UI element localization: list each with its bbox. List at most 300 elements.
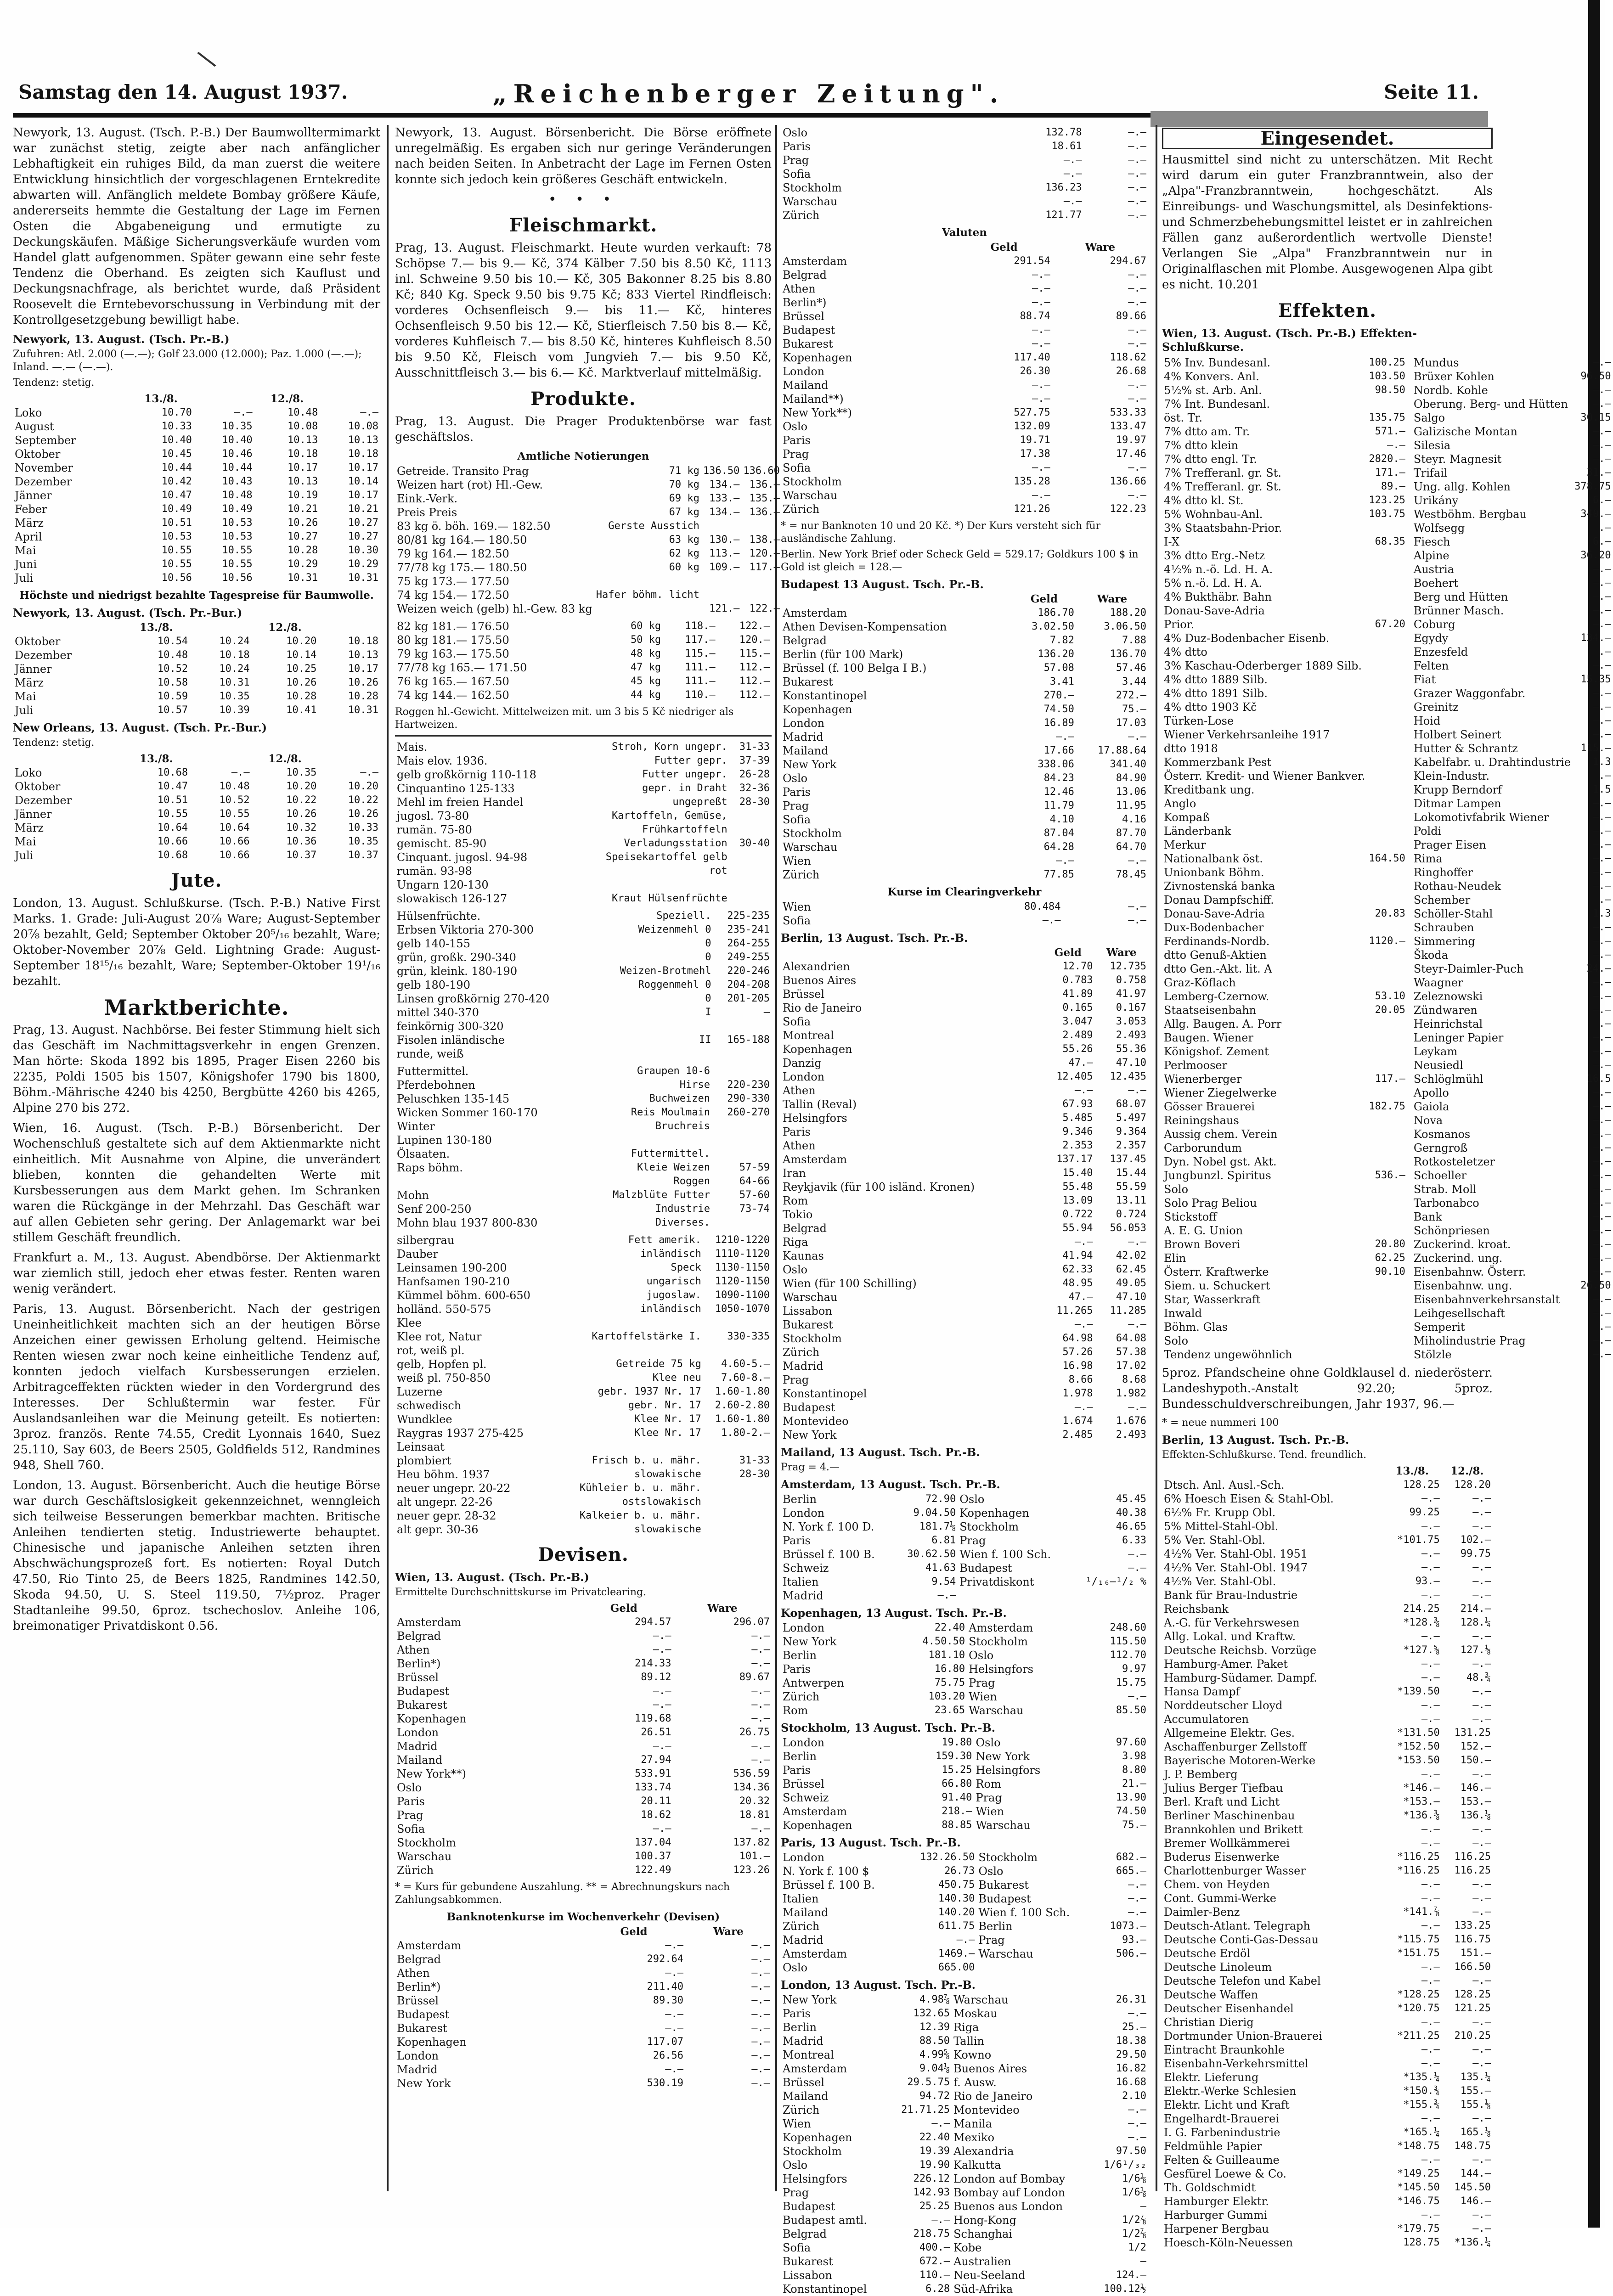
cell-value: —.— [1472, 2058, 1491, 2069]
row-label: Juli [15, 572, 34, 585]
cell-value: 115.50 [1110, 1636, 1146, 1647]
cell-value [1367, 659, 1407, 673]
table-row [781, 2241, 1148, 2255]
row-label: Brüssel f. 100 B. [783, 1879, 875, 1891]
cell-value [1367, 1114, 1407, 1127]
row-label: Eisenbahnw. ung. [1413, 1279, 1512, 1292]
cell-value: 2.357 [1116, 1140, 1146, 1151]
table-row [781, 1153, 1148, 1166]
cell-value: 13.09 [1062, 1195, 1093, 1206]
cell-value: 132.09 [1014, 421, 1050, 432]
cell-value: 115.— [1580, 743, 1611, 754]
column-2 [395, 125, 780, 2191]
row-label: Madrid [783, 1589, 823, 1602]
cell-value [556, 1440, 703, 1454]
table-row [781, 1818, 1148, 1832]
cell-value: —.— [1032, 338, 1050, 349]
table-row [1412, 852, 1613, 866]
cell-value: 70 kg [669, 479, 699, 490]
table-row [395, 1092, 772, 1106]
cell-value: Bruchreis [655, 1120, 710, 1132]
row-label: Ölsaaten. [397, 1148, 450, 1160]
table-row [781, 771, 1148, 785]
row-label: Tarbonabco [1413, 1197, 1479, 1210]
row-label: Felten & Guilleaume [1164, 2154, 1280, 2167]
row-label: Bremer Wollkämmerei [1164, 1837, 1290, 1850]
cell-value: —.— [1592, 1004, 1611, 1016]
cell-value: 292.64 [647, 1953, 683, 1965]
cell-value: —.— [1421, 1879, 1440, 1890]
cell-value: Diverses. [655, 1217, 710, 1228]
table-row [395, 1216, 772, 1230]
cell-value: 10.48 [222, 490, 253, 501]
page-number: Seite 11. [1384, 81, 1479, 103]
cell-value: 67 kg [669, 506, 699, 518]
cell-value: —.— [1592, 729, 1611, 740]
row-label: Warschau [953, 1993, 1009, 2006]
row-label [395, 1175, 581, 1188]
cell-value: 3.053 [1116, 1016, 1146, 1027]
table-row [781, 1428, 1148, 1442]
cell-value: 165-188 [727, 1034, 770, 1046]
table-row [781, 1359, 1148, 1373]
table-row [1162, 2222, 1493, 2236]
cell-value: 55.94 [1062, 1222, 1093, 1234]
table-row [1412, 1265, 1613, 1279]
wien-devisen-notes: * = Kurs für gebundene Auszahlung. ** = Abrechnungskurs nach Zahlungsabkommen. [395, 1881, 730, 1906]
cell-value: 8.68 [1122, 1374, 1146, 1385]
cell-value: —.— [1421, 1823, 1440, 1835]
cell-value: Klee Nr. 17 [634, 1427, 701, 1439]
row-label: Rio de Janeiro [783, 1002, 862, 1014]
cell-value: 26.30 [1020, 366, 1050, 377]
row-label: Mailand [783, 1906, 829, 1919]
cell-value: 136.70 [1110, 648, 1146, 660]
row-label: Oslo [783, 1263, 808, 1276]
row-label: 7% dtto engl. Tr. [1164, 453, 1257, 466]
cell-value: —.— [1472, 1589, 1491, 1601]
cell-value: 10.24 [219, 636, 250, 647]
cell-value: 144.— [1460, 2168, 1491, 2179]
cell-value: 140.30 [938, 1893, 975, 1904]
cell-value: —.— [1472, 1699, 1491, 1711]
row-label: Lokomotivfabrik Wiener [1413, 811, 1549, 824]
row-label: 76 kg 165.— 167.50 [397, 675, 509, 688]
cell-value: 235-241 [727, 924, 770, 935]
row-label: Oktober [15, 635, 61, 648]
row-label: Wien f. 100 Sch. [978, 1906, 1070, 1919]
row-label: Star, Wasserkraft [1164, 1293, 1261, 1306]
cell-value: 10.57 [157, 704, 188, 716]
table-row [1412, 1017, 1613, 1031]
table-row [1162, 866, 1407, 879]
cell-value: Kartoffeln, Gemüse, [611, 810, 728, 822]
row-label: Schanghai [953, 2228, 1012, 2240]
table-row [1162, 590, 1407, 604]
cell-value: 21.71.25 [901, 2104, 950, 2116]
roggen-table [395, 619, 772, 702]
table-header-row [781, 241, 1148, 254]
table-row [395, 561, 782, 574]
table-row [781, 1029, 1148, 1042]
cell-value: 10.33 [161, 421, 192, 432]
cell-value: 10.31 [219, 677, 250, 688]
table-row [781, 730, 1148, 744]
row-label: Harburger Gummi [1164, 2209, 1268, 2222]
cell-value: 32-36 [739, 782, 770, 794]
cell-value: 128.75 [1403, 2237, 1440, 2248]
table-row [781, 1304, 1148, 1318]
cell-value: 128.25 [1454, 1989, 1491, 2000]
cell-value: —.— [653, 1644, 671, 1655]
row-label: Konstantinopel [783, 689, 867, 702]
cell-value [593, 1047, 713, 1061]
row-label: Kommerzbank Pest [1164, 756, 1272, 769]
cell-value: 10.40 [161, 434, 192, 446]
row-label: Loko [15, 766, 42, 779]
row-label: Deutsche Conti-Gas-Dessau [1164, 1933, 1319, 1946]
table-row [13, 475, 380, 489]
table-row [781, 1805, 1148, 1818]
cell-value [712, 1133, 772, 1147]
cell-value: 57-59 [739, 1162, 770, 1173]
row-label: Bukarest [783, 2255, 833, 2268]
row-label: 4½% Ver. Stahl-Obl. [1164, 1575, 1276, 1588]
table-row [395, 1047, 772, 1061]
cell-value: 2.353 [1062, 1140, 1093, 1151]
cell-value: 164.50 [1369, 853, 1405, 864]
row-label: Brüssel (f. 100 Belga I B.) [783, 662, 927, 675]
table-row [1162, 2071, 1493, 2084]
row-label: London [783, 1851, 825, 1864]
row-label: 4% Duz-Bodenbacher Eisenb. [1164, 632, 1330, 645]
row-label: Leninger Papier [1413, 1031, 1504, 1044]
stockholm-table [781, 1736, 1148, 1832]
table-row [395, 992, 772, 1006]
table-row [1412, 618, 1613, 631]
table-row [395, 1120, 772, 1133]
table-row [781, 153, 1148, 167]
table-row [1412, 1238, 1613, 1251]
cell-value: —.— [1472, 1713, 1491, 1725]
row-label: rot, weiß pl. [397, 1344, 465, 1357]
row-label: gelb 140-155 [397, 937, 470, 950]
cell-value: 10.31 [348, 704, 378, 716]
cell-value: 10.28 [348, 691, 378, 702]
table-row [395, 1147, 772, 1161]
cell-value [712, 1120, 772, 1133]
row-label: Mais. [397, 741, 428, 754]
table-row [1162, 1712, 1493, 1726]
cell-value: 11.79 [1043, 800, 1074, 811]
cell-value: 10.14 [286, 649, 317, 661]
row-label: feinkörnig 300-320 [397, 1020, 504, 1033]
cell-value: 85.50 [1116, 1705, 1146, 1716]
berlin-effekten-head: Berlin, 13 August. Tsch. Pr.-B. [1162, 1433, 1349, 1446]
cell-value: —.— [1421, 1920, 1440, 1931]
cell-value: —.— [1592, 1349, 1611, 1360]
cell-value: 124.— [1116, 2269, 1146, 2281]
row-label: Budapest [397, 1685, 450, 1698]
row-label: runde, weiß [397, 1047, 464, 1060]
row-label: 6½% Fr. Krupp Obl. [1164, 1506, 1276, 1519]
cell-value: 10.22 [286, 794, 317, 806]
cell-value [1367, 1045, 1407, 1058]
table-row [395, 782, 772, 795]
cell-value: 132.65 [913, 2008, 950, 2019]
cell-value: 84.90 [1116, 772, 1146, 784]
cell-value: —.— [1472, 1562, 1491, 1573]
row-label: dtto Gen.-Akt. lit. A [1164, 962, 1272, 975]
row-label: Zuckerind. kroat. [1413, 1238, 1511, 1251]
cell-value: 1050-1070 [715, 1303, 770, 1315]
table-row [1412, 439, 1613, 452]
cell-value: 98.50 [1375, 384, 1405, 396]
table-row [1162, 2153, 1493, 2167]
table-row [781, 1235, 1148, 1249]
cell-value: 153.— [1460, 1796, 1491, 1807]
cell-value: 20.11 [641, 1795, 671, 1807]
cell-value: 132.26.50 [920, 1851, 975, 1863]
berlin-effekten-sub: Effekten-Schlußkurse. Tend. freundlich. [1162, 1449, 1367, 1461]
cell-value: 55.48 [1062, 1181, 1093, 1193]
ny-zufuhren: Zufuhren: Atl. 2.000 (—.—); Golf 23.000 (12.000); Paz. 1.000 (—.—); Inland. —.— (—.—). [13, 349, 362, 373]
cell-value: 1090-1100 [715, 1289, 770, 1301]
row-label: 4% dtto 1889 Silb. [1164, 673, 1268, 686]
cell-value: 68.35 [1375, 536, 1405, 547]
cell-value: 53.10 [1375, 990, 1405, 1002]
table-row [1162, 1210, 1407, 1224]
cell-value: Hirse [679, 1079, 710, 1091]
row-label: Brüssel [783, 988, 825, 1001]
cell-value: 47.— [1068, 1057, 1093, 1069]
cell-value: 530.19 [647, 2077, 683, 2089]
table-row [781, 785, 1148, 799]
cell-value: —.— [1128, 393, 1146, 405]
table-row [1412, 687, 1613, 700]
cell-value: 50 kg [630, 634, 661, 646]
row-label: März [15, 517, 44, 529]
cell-value: 9.04⅛ [919, 2063, 950, 2074]
table-row [781, 1373, 1148, 1387]
cell-value: 0.165 [1062, 1002, 1093, 1013]
table-row [781, 799, 1148, 813]
row-label: Berlin [783, 2021, 817, 2034]
cell-value: 47 kg [630, 662, 661, 673]
cell-value: 71 kg [669, 465, 699, 477]
table-row [1162, 1224, 1407, 1238]
row-label: Belgrad [783, 634, 827, 647]
table-row [13, 516, 380, 530]
cell-value: —.— [1128, 1085, 1146, 1096]
row-label: Schweiz [783, 1791, 829, 1804]
cell-value: —.— [1421, 1658, 1440, 1670]
cell-value: 78.45 [1116, 869, 1146, 880]
row-label: Brüssel [783, 1778, 825, 1790]
cell-value: 1130-1150 [715, 1262, 770, 1273]
table-row [781, 1401, 1148, 1414]
row-label: Sofia [783, 2241, 811, 2254]
cell-value: —.— [1592, 990, 1611, 1002]
cell-value [1367, 604, 1407, 618]
table-row [1162, 397, 1407, 411]
cell-value: 13.90 [1116, 1792, 1146, 1803]
table-row [1412, 631, 1613, 645]
cell-value: —.— [1128, 490, 1146, 501]
column-header [194, 392, 254, 406]
cell-value: 10.31 [348, 572, 378, 584]
table-row [1162, 1933, 1493, 1947]
table-row [395, 1657, 772, 1671]
cell-value: —.— [1128, 915, 1146, 926]
cell-value: —.— [1421, 1520, 1440, 1532]
table-row [1162, 1947, 1493, 1960]
header-shade-band [1151, 111, 1488, 127]
row-label: Oslo [397, 1781, 422, 1794]
cell-value: 150.— [1460, 1755, 1491, 1766]
table-row [1162, 507, 1407, 521]
row-label: Hoid [1413, 715, 1441, 727]
row-label: Bank für Brau-Industrie [1164, 1589, 1298, 1602]
cell-value: 97.60 [1116, 1737, 1146, 1748]
cotton-table-new-orleans [13, 752, 380, 862]
cell-value: 270.— [1043, 690, 1074, 701]
table-row [395, 1643, 772, 1657]
cell-value: 119.68 [635, 1713, 671, 1724]
cell-value: 135.— [749, 493, 780, 504]
cell-value: —.— [1592, 426, 1611, 437]
cell-value: —.— [1063, 168, 1082, 180]
row-label: 74 kg 154.— 172.50 [397, 589, 509, 602]
cell-value: —.— [665, 2022, 683, 2034]
row-label: 4½% n.-ö. Ld. H. A. [1164, 563, 1273, 576]
cell-value: —.— [1472, 2044, 1491, 2055]
cell-value: 10.18 [219, 649, 250, 661]
cell-value [741, 519, 781, 533]
cell-value [593, 1019, 713, 1033]
row-label: Oktober [15, 448, 61, 461]
column-header: 12./8. [270, 393, 304, 405]
cell-value: 188.20 [1110, 607, 1146, 619]
mailand-head: Mailand, 13 August. Tsch. Pr.-B. [781, 1446, 980, 1459]
table-row [395, 937, 772, 951]
row-label: Stockholm [783, 2145, 842, 2158]
row-label: Zürich [783, 1690, 820, 1703]
cell-value: 28-30 [739, 796, 770, 808]
cell-value: jugoslaw. [646, 1289, 701, 1301]
table-row [395, 1344, 772, 1357]
cell-value [556, 1316, 703, 1330]
table-row [1162, 838, 1407, 852]
cell-value: 10.18 [288, 448, 318, 460]
cell-value: Fett amerik. [628, 1234, 701, 1246]
cell-value: *152.50 [1397, 1741, 1440, 1752]
row-label: Paris [783, 2007, 811, 2020]
banknoten-head: Banknotenkurse im Wochenverkehr (Devisen) [446, 1911, 720, 1923]
row-label: Carborundum [1164, 1142, 1242, 1154]
table-row [1412, 1210, 1613, 1224]
london-table [781, 1993, 1148, 2296]
futter-table [395, 1064, 772, 1230]
cell-value: 186.70 [1038, 607, 1074, 619]
table-row [395, 892, 772, 906]
cell-value: 123.25 [1369, 495, 1405, 506]
cell-value: 10.52 [219, 794, 250, 806]
cell-value: —.— [1592, 853, 1611, 864]
cell-value: 10.45 [161, 448, 192, 460]
cell-value: —.— [1592, 1114, 1611, 1126]
cell-value: 264-255 [727, 938, 770, 949]
cell-value: —.— [1592, 839, 1611, 850]
cell-value: 294.67 [1110, 255, 1146, 267]
cell-value: 28-30 [739, 1469, 770, 1480]
row-label: Hamburger Elektr. [1164, 2195, 1269, 2208]
table-row [1162, 1072, 1407, 1086]
column-header: Ware [713, 1925, 744, 1938]
cell-value: —.— [1128, 1893, 1146, 1904]
cell-value: —.— [1592, 811, 1611, 823]
row-label: Konstantinopel [783, 2283, 867, 2296]
cell-value: —.— [1074, 1319, 1093, 1330]
cell-value: 57.26 [1062, 1346, 1093, 1358]
table-row [781, 1662, 1148, 1676]
table-row [781, 1042, 1148, 1056]
cell-value: 10.24 [219, 663, 250, 675]
row-label: Mexiko [953, 2131, 995, 2144]
column-header: 12./8. [1450, 1465, 1484, 1477]
row-label: Deutsche Reichsb. Vorzüge [1164, 1644, 1317, 1657]
row-label: Warschau [397, 1850, 452, 1863]
cell-value: *101.75 [1397, 1534, 1440, 1546]
row-label: Cinquant. jugosl. 94-98 [397, 851, 528, 864]
cell-value: —.— [751, 1940, 770, 1951]
cell-value: 12.435 [1110, 1071, 1146, 1082]
table-row [781, 447, 1148, 461]
row-label: Neusiedl [1413, 1059, 1463, 1072]
cell-value: *146.— [1403, 1782, 1440, 1794]
row-label: Schrauben [1413, 921, 1474, 934]
cell-value: 62.25 [1375, 1252, 1405, 1264]
cell-value: 6.— [1592, 495, 1611, 506]
table-row [1162, 907, 1407, 921]
cell-value: 10.26 [288, 517, 318, 529]
cell-value: 116.75 [1454, 1934, 1491, 1945]
row-label: Wien [969, 1690, 997, 1703]
cell-value: 1/6¹/₃₂ [1104, 2159, 1146, 2171]
row-label: Bukarest [783, 1318, 833, 1331]
column-header [13, 621, 123, 635]
row-label: Amsterdam [783, 1805, 847, 1818]
cell-value: 2.493 [1116, 1429, 1146, 1441]
cell-value: —.— [1592, 1087, 1611, 1098]
cell-value: 0.167 [1116, 1002, 1146, 1013]
cell-value: —.— [1421, 1975, 1440, 1986]
cell-value: 145.50 [1454, 2182, 1491, 2193]
cell-value: —.— [1032, 462, 1050, 473]
cell-value: 116.25 [1454, 1851, 1491, 1863]
table-row [781, 758, 1148, 771]
row-label: Jänner [15, 489, 52, 502]
cell-value: 128.20 [1454, 1479, 1491, 1491]
row-label: 4% dtto [1164, 646, 1207, 658]
table-row [1162, 2084, 1493, 2098]
column-3 [781, 125, 1148, 2296]
cell-value: 22.40 [934, 1622, 965, 1633]
cell-value: —.— [653, 1740, 671, 1752]
cell-value: 112.70 [1110, 1649, 1146, 1661]
row-label: London [783, 717, 825, 730]
row-label: Rio de Janeiro [953, 2090, 1033, 2103]
